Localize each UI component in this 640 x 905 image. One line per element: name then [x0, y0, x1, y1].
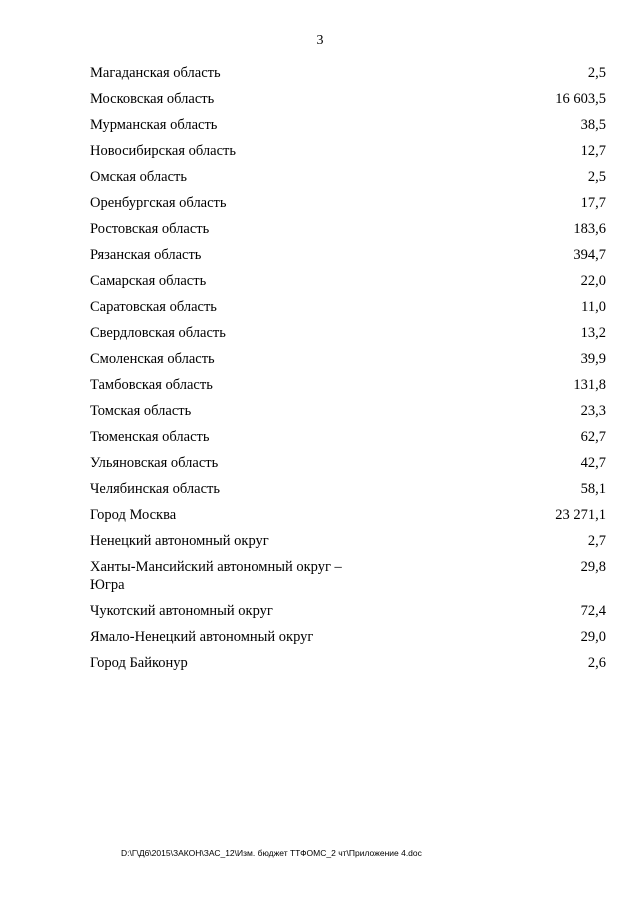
table-row	[90, 324, 606, 350]
region-name: Самарская область	[90, 273, 207, 289]
table-row	[90, 532, 606, 558]
region-value: 29,8	[580, 559, 606, 575]
region-name: Оренбургская область	[90, 195, 227, 211]
table-row	[90, 272, 606, 298]
table-row	[90, 602, 606, 628]
region-name: Московская область	[90, 91, 215, 107]
region-name: Ростовская область	[90, 221, 210, 237]
region-name: Город Байконур	[90, 655, 188, 671]
region-value: 131,8	[573, 377, 606, 393]
region-value: 183,6	[573, 221, 606, 237]
region-name: Тамбовская область	[90, 377, 213, 393]
region-name: Мурманская область	[90, 117, 218, 133]
region-value: 13,2	[580, 325, 606, 341]
table-row	[90, 654, 606, 680]
table-row	[90, 116, 606, 142]
region-value: 39,9	[580, 351, 606, 367]
region-name: Рязанская область	[90, 247, 202, 263]
region-value: 394,7	[573, 247, 606, 263]
region-value: 23,3	[580, 403, 606, 419]
table-row	[90, 402, 606, 428]
page-number: 3	[316, 33, 324, 48]
table-row	[90, 454, 606, 480]
region-name: Челябинская область	[90, 481, 220, 497]
region-value: 16 603,5	[555, 91, 606, 107]
region-name: Омская область	[90, 169, 187, 185]
table-row	[90, 90, 606, 116]
region-value: 72,4	[580, 603, 606, 619]
table-row	[90, 428, 606, 454]
region-value: 11,0	[581, 299, 606, 315]
table-row	[90, 628, 606, 654]
table-row	[90, 220, 606, 246]
table-row	[90, 64, 606, 90]
table-row	[90, 350, 606, 376]
region-name: Саратовская область	[90, 299, 217, 315]
region-value: 23 271,1	[555, 507, 606, 523]
region-value: 58,1	[580, 481, 606, 497]
region-name: Ненецкий автономный округ	[90, 533, 269, 549]
region-name: Новосибирская область	[90, 143, 236, 159]
table-row	[90, 298, 606, 324]
region-value: 2,5	[587, 169, 606, 185]
region-name: Магаданская область	[90, 65, 221, 81]
table-row	[90, 506, 606, 532]
region-name: Смоленская область	[90, 351, 215, 367]
region-value: 17,7	[580, 195, 606, 211]
table-row	[90, 142, 606, 168]
region-value: 62,7	[580, 429, 606, 445]
region-value: 22,0	[580, 273, 606, 289]
table-row	[90, 168, 606, 194]
region-name: Тюменская область	[90, 429, 210, 445]
table-row	[90, 480, 606, 506]
region-table	[90, 64, 606, 680]
region-name: Ханты-Мансийский автономный округ – Югра	[90, 559, 342, 593]
region-name: Чукотский автономный округ	[90, 603, 273, 619]
table-row	[90, 246, 606, 272]
table-row	[90, 558, 606, 602]
region-value: 38,5	[580, 117, 606, 133]
region-value: 29,0	[580, 629, 606, 645]
region-name: Томская область	[90, 403, 192, 419]
region-value: 12,7	[580, 143, 606, 159]
region-name: Ульяновская область	[90, 455, 219, 471]
region-value: 2,5	[587, 65, 606, 81]
region-name: Город Москва	[90, 507, 177, 523]
region-name: Ямало-Ненецкий автономный округ	[90, 629, 314, 645]
region-value: 2,7	[587, 533, 606, 549]
region-value: 2,6	[587, 655, 606, 671]
table-row	[90, 376, 606, 402]
region-name: Свердловская область	[90, 325, 226, 341]
footer-file-path: D:\Г\Д6\2015\ЗАКОН\ЗАС_12\Изм. бюджет ТТФОМС_2 чт\Приложение 4.doc	[121, 848, 422, 858]
table-row	[90, 194, 606, 220]
region-value: 42,7	[580, 455, 606, 471]
